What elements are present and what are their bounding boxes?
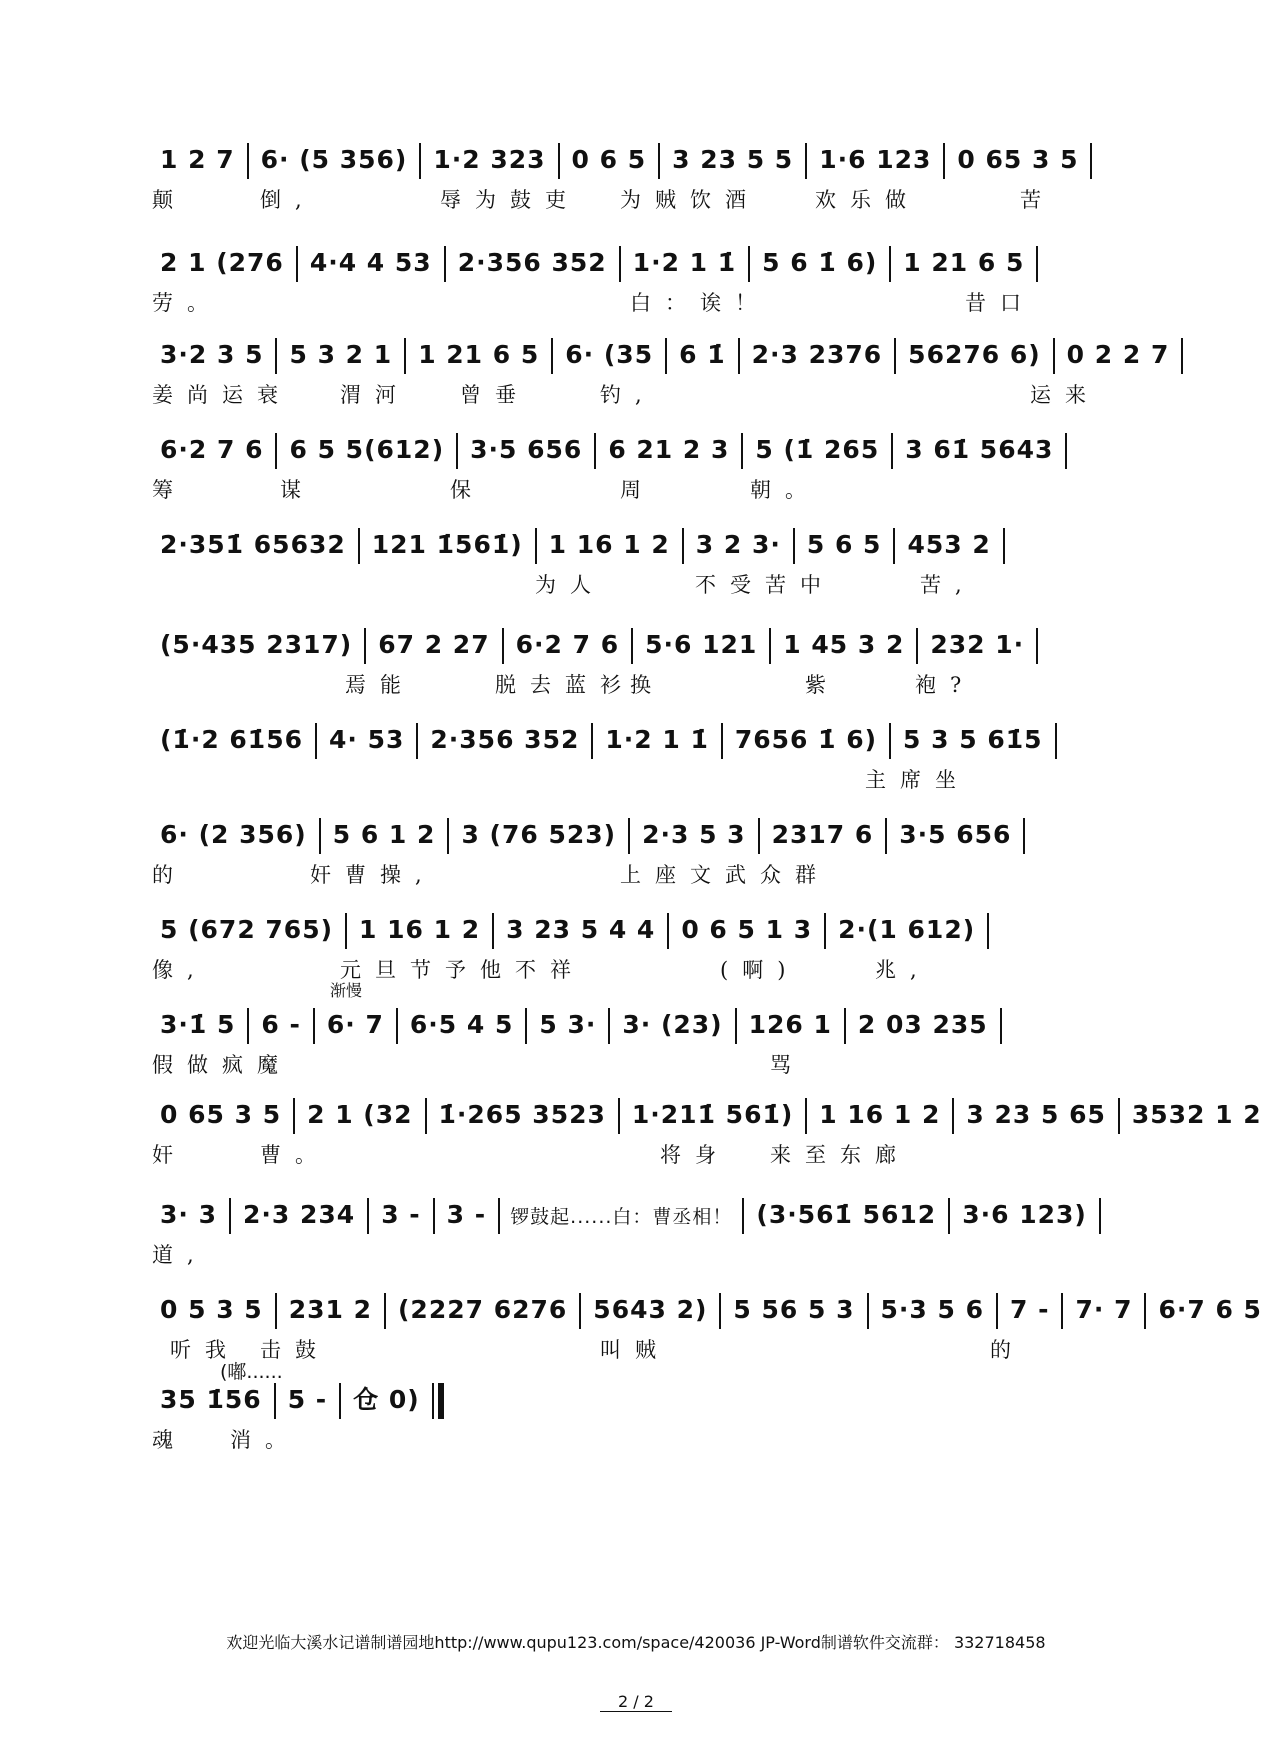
lyric-text: 的: [152, 863, 187, 887]
measure: 5·6 121: [645, 630, 758, 659]
lyric-text: 为贼饮酒: [620, 188, 760, 212]
notation-line: [150, 810, 1135, 860]
measure: 3 23 5 65: [966, 1100, 1106, 1129]
lyric-text: 运来: [1030, 383, 1100, 407]
barline: [631, 628, 633, 664]
barline: [425, 1098, 427, 1134]
measure: 6·7 6 5: [1158, 1295, 1262, 1324]
lyric-text: 钓,: [600, 383, 656, 407]
footer-text: 欢迎光临大溪水记谱制谱园地http://www.qupu123.com/space/420036 JP-Word制谱软件交流群： 332718458: [226, 1633, 1046, 1652]
barline: [619, 246, 621, 282]
measure: 3·2 3 5: [160, 340, 264, 369]
measure: 0 5 3 5: [160, 1295, 263, 1324]
measure: 6·2 7 6: [515, 630, 620, 659]
annotation-text: (嘟......: [220, 1361, 283, 1383]
barline: [987, 913, 989, 949]
measure: 2317 6: [771, 820, 874, 849]
barline: [741, 433, 743, 469]
barline: [275, 338, 277, 374]
score-system: [150, 238, 1135, 328]
barline: [1055, 723, 1057, 759]
barline: [432, 1383, 434, 1419]
barline: [721, 723, 723, 759]
tempo-marking: 渐慢: [330, 981, 363, 1000]
notation-line: [150, 1190, 1135, 1240]
measure: 7 -: [1009, 1295, 1050, 1324]
barline: [844, 1008, 846, 1044]
measure: 232 1·: [930, 630, 1025, 659]
barline: [682, 528, 684, 564]
lyric-text: 奸曹操,: [310, 863, 436, 887]
lyric-text: 筹: [152, 478, 187, 502]
lyric-text: 道,: [152, 1243, 208, 1267]
barline: [525, 1008, 527, 1044]
measure: 4· 53: [329, 725, 405, 754]
barline: [1061, 1293, 1063, 1329]
measure: 2 03 235: [857, 1010, 988, 1039]
measure: 5 3 2 1: [289, 340, 393, 369]
barline: [667, 913, 669, 949]
score-system: [150, 1190, 1135, 1280]
lyric-text: 保: [450, 478, 485, 502]
lyrics-line: [150, 475, 1135, 515]
barline: [247, 1008, 249, 1044]
measure: 3 61̇ 5643: [905, 435, 1054, 464]
lyric-text: 焉能: [345, 673, 415, 697]
notation-line: [150, 520, 1135, 570]
measure: 453 2: [907, 530, 991, 559]
lyric-text: 换: [630, 673, 665, 697]
notation-line: [150, 1375, 1135, 1425]
barline: [769, 628, 771, 664]
measure: 3 2 3·: [695, 530, 781, 559]
measure: 0 6 5 1 3: [681, 915, 813, 944]
barline: [952, 1098, 954, 1134]
barline: [1065, 433, 1067, 469]
barline: [444, 246, 446, 282]
measure: (5·435 2317): [160, 630, 353, 659]
barline: [396, 1008, 398, 1044]
barline: [594, 433, 596, 469]
barline: [416, 723, 418, 759]
barline: [1003, 528, 1005, 564]
measure: 3·1̇ 5: [160, 1010, 236, 1039]
measure: 6 -: [261, 1010, 301, 1039]
score-system: [150, 620, 1135, 710]
barline: [665, 338, 667, 374]
measure: 2·(1 612): [838, 915, 976, 944]
barline: [535, 528, 537, 564]
lyrics-line: [150, 1050, 1135, 1090]
lyric-text: 消。: [230, 1428, 300, 1452]
measure: 6 1̇: [679, 340, 726, 369]
measure: (1̇·2 61̇56: [160, 725, 303, 754]
measure: 3· 3: [160, 1200, 217, 1229]
lyric-text: 白：诶！: [630, 291, 770, 315]
barline: [339, 1383, 341, 1419]
lyric-text: 魂: [152, 1428, 187, 1452]
barline: [319, 818, 321, 854]
measure: 1·2 1 1̇: [605, 725, 709, 754]
barline: [313, 1008, 315, 1044]
measure: 3·6 123): [962, 1200, 1087, 1229]
barline: [315, 723, 317, 759]
measure: 67 2 27: [378, 630, 490, 659]
measure: 6·5 4 5: [409, 1010, 514, 1039]
barline: [805, 143, 807, 179]
lyric-text: 奸: [152, 1143, 187, 1167]
barline: [1023, 818, 1025, 854]
barline: [1000, 1008, 1002, 1044]
measure: 3532 1 2: [1131, 1100, 1262, 1129]
barline: [996, 1293, 998, 1329]
final-barline: [438, 1383, 444, 1419]
measure: 1·6 123: [819, 145, 932, 174]
lyric-text: 曾垂: [460, 383, 530, 407]
measure: 1 16 1 2: [359, 915, 481, 944]
measure: 2·3 2376: [751, 340, 883, 369]
measure: 1·211̇ 561̇): [631, 1100, 794, 1129]
barline: [293, 1098, 295, 1134]
barline: [419, 143, 421, 179]
lyric-text: 假做疯魔: [152, 1053, 292, 1077]
barline: [658, 143, 660, 179]
barline: [1181, 338, 1183, 374]
page-number: 2 / 2: [0, 1692, 1272, 1711]
barline: [591, 723, 593, 759]
lyric-text: 袍?: [915, 673, 976, 697]
measure: 5 6 5: [806, 530, 882, 559]
measure: 3 -: [446, 1200, 487, 1229]
barline: [579, 1293, 581, 1329]
measure: 1 21 6 5: [903, 248, 1025, 277]
score-system: [150, 1090, 1262, 1180]
lyric-text: 劳。: [152, 291, 222, 315]
lyric-text: 元旦节予他不祥: [340, 958, 585, 982]
barline: [364, 628, 366, 664]
measure: 3 -: [381, 1200, 421, 1229]
barline: [358, 528, 360, 564]
measure: 1 21 6 5: [418, 340, 540, 369]
measure: 1 16 1 2: [548, 530, 670, 559]
measure: 3 23 5 5: [672, 145, 794, 174]
lyrics-line: [150, 670, 1135, 710]
barline: [889, 723, 891, 759]
lyric-text: 听我: [170, 1338, 240, 1362]
barline: [558, 143, 560, 179]
barline: [894, 338, 896, 374]
barline: [367, 1198, 369, 1234]
barline: [1099, 1198, 1101, 1234]
measure: 2·351̇ 65632: [160, 530, 346, 559]
measure: 2·356 352: [457, 248, 607, 277]
lyric-text: 脱去蓝衫: [495, 673, 635, 697]
score-system: [150, 905, 1135, 995]
score-system: [150, 135, 1135, 225]
barline: [502, 628, 504, 664]
measure: 3·5 656: [899, 820, 1012, 849]
barline: [229, 1198, 231, 1234]
notation-line: [150, 330, 1170, 380]
lyrics-line: [150, 1240, 1135, 1280]
measure: 6· (5 356): [260, 145, 408, 174]
measure: 0 2 2 7: [1066, 340, 1170, 369]
lyric-text: 骂: [770, 1053, 805, 1077]
barline: [867, 1293, 869, 1329]
lyric-text: 渭河: [340, 383, 410, 407]
measure: 126 1: [748, 1010, 832, 1039]
score-system: [150, 1361, 1135, 1465]
measure: 5 6 1 2: [332, 820, 436, 849]
lyric-text: 苦: [1020, 188, 1055, 212]
measure: 1̇·265 3523: [438, 1100, 606, 1129]
measure: (3·561̇ 5612: [756, 1200, 937, 1229]
measure: 5 (672 765): [160, 915, 334, 944]
lyric-text: 为人: [535, 573, 605, 597]
measure: 1 16 1 2: [819, 1100, 941, 1129]
barline: [456, 433, 458, 469]
barline: [748, 246, 750, 282]
measure: 5 6 1̇ 6): [762, 248, 878, 277]
lyric-text: (啊): [720, 958, 800, 982]
lyrics-line: [150, 1140, 1135, 1180]
measure: 6 5 5(612): [289, 435, 445, 464]
notation-line: [150, 715, 1135, 765]
lyric-text: 将身: [660, 1143, 730, 1167]
lyrics-line: [150, 570, 1135, 610]
barline: [719, 1293, 721, 1329]
lyrics-line: [150, 955, 1135, 995]
measure: 4·4 4 53: [309, 248, 432, 277]
barline: [275, 1293, 277, 1329]
barline: [943, 143, 945, 179]
score-system: [150, 1285, 1262, 1375]
barline: [738, 338, 740, 374]
lyric-text: 谋: [280, 478, 315, 502]
barline: [948, 1198, 950, 1234]
measure: 6 21 2 3: [608, 435, 730, 464]
barline: [384, 1293, 386, 1329]
measure: 0 65 3 5: [160, 1100, 282, 1129]
notation-line: [150, 620, 1135, 670]
measure: 5 (1̇ 265: [755, 435, 880, 464]
notation-line: [150, 1000, 1135, 1050]
score-system: [150, 520, 1135, 610]
lyrics-line: [150, 288, 1135, 328]
measure: 5·3 5 6: [880, 1295, 984, 1324]
measure: 1·2 1 1̇: [632, 248, 737, 277]
barline: [891, 433, 893, 469]
lyric-text: 紫: [805, 673, 840, 697]
lyrics-line: [150, 1335, 1135, 1375]
measure: 121 1̇561̇): [371, 530, 523, 559]
barline: [889, 246, 891, 282]
measure: 5 3 5 61̇5: [903, 725, 1043, 754]
lyric-text: 周: [620, 478, 655, 502]
lyric-text: 颠: [152, 188, 187, 212]
lyric-text: 辱为鼓吏: [440, 188, 580, 212]
lyric-text: 叫贼: [600, 1338, 670, 1362]
measure: 7· 7: [1075, 1295, 1133, 1324]
notation-line: [150, 1285, 1262, 1335]
measure: 6· (35: [565, 340, 654, 369]
lyric-text: 上座文武众群: [620, 863, 830, 887]
lyric-text: 昔口: [965, 291, 1035, 315]
lyric-text: 倒,: [260, 188, 316, 212]
barline: [274, 1383, 276, 1419]
score-system: [150, 981, 1135, 1090]
measure: 7656 1̇ 6): [734, 725, 878, 754]
barline: [608, 1008, 610, 1044]
measure: 5643 2): [593, 1295, 708, 1324]
measure: 35 1̇56: [160, 1385, 262, 1414]
barline: [447, 818, 449, 854]
measure: 0 65 3 5: [957, 145, 1079, 174]
barline: [1036, 246, 1038, 282]
barline: [1036, 628, 1038, 664]
measure: 5 56 5 3: [733, 1295, 855, 1324]
barline: [618, 1098, 620, 1134]
barline: [758, 818, 760, 854]
measure: 231 2: [288, 1295, 372, 1324]
lyric-text: 欢乐做: [815, 188, 920, 212]
barline: [498, 1198, 500, 1234]
lyrics-line: [150, 765, 1135, 805]
score-system: [150, 330, 1170, 420]
measure: 56276 6): [908, 340, 1041, 369]
barline: [433, 1198, 435, 1234]
barline: [551, 338, 553, 374]
measure: 2·3 234: [243, 1200, 356, 1229]
measure: 1·2 323: [433, 145, 546, 174]
lyric-text: 姜尚运衰: [152, 383, 292, 407]
lyrics-line: [150, 185, 1135, 225]
barline: [628, 818, 630, 854]
lyric-text: 主席坐: [865, 768, 970, 792]
barline: [885, 818, 887, 854]
measure: 6· (2 356): [160, 820, 307, 849]
barline: [793, 528, 795, 564]
barline: [1144, 1293, 1146, 1329]
score-system: [150, 425, 1135, 515]
lyric-text: 的: [990, 1338, 1025, 1362]
barline: [916, 628, 918, 664]
lyric-text: 像,: [152, 958, 208, 982]
score-system: [150, 810, 1135, 900]
barline: [742, 1198, 744, 1234]
measure: 1 45 3 2: [783, 630, 905, 659]
measure: 仓 0): [353, 1385, 420, 1414]
measure: (2227 6276: [398, 1295, 568, 1324]
lyrics-line: [150, 1425, 1135, 1465]
measure: 3·5 656: [470, 435, 583, 464]
barline: [1090, 143, 1092, 179]
measure: 2 1 (276: [160, 248, 284, 277]
notation-line: [150, 425, 1135, 475]
barline: [1053, 338, 1055, 374]
barline: [735, 1008, 737, 1044]
notation-line: [150, 905, 1135, 955]
lyric-text: 不受苦中: [695, 573, 835, 597]
barline: [345, 913, 347, 949]
measure: 5 3·: [539, 1010, 597, 1039]
measure: 6· 7: [326, 1010, 384, 1039]
measure: 2·356 352: [430, 725, 580, 754]
lyric-text: 曹。: [260, 1143, 330, 1167]
lyric-text: 来至东廊: [770, 1143, 910, 1167]
measure: 3· (23): [622, 1010, 723, 1039]
barline: [492, 913, 494, 949]
barline: [404, 338, 406, 374]
measure: 3 (76 523): [461, 820, 617, 849]
measure: 2 1 (32: [307, 1100, 413, 1129]
measure: 3 23 5 4 4: [506, 915, 656, 944]
barline: [247, 143, 249, 179]
barline: [805, 1098, 807, 1134]
lyric-text: 苦,: [920, 573, 976, 597]
measure: 2·3 5 3: [642, 820, 746, 849]
notation-line: [150, 238, 1135, 288]
lyric-text: 击鼓: [260, 1338, 330, 1362]
barline: [275, 433, 277, 469]
notation-line: [150, 135, 1135, 185]
measure: 1 2 7: [160, 145, 235, 174]
score-system: [150, 715, 1135, 805]
lyric-text: 兆,: [875, 958, 931, 982]
lyrics-line: [150, 860, 1135, 900]
measure: 0 6 5: [571, 145, 647, 174]
barline: [296, 246, 298, 282]
measure: 6·2 7 6: [160, 435, 264, 464]
barline: [1118, 1098, 1120, 1134]
annotation-text: 锣鼓起......白：曹丞相！: [510, 1206, 733, 1228]
lyric-text: 朝。: [750, 478, 820, 502]
notation-line: [150, 1090, 1262, 1140]
measure: 5 -: [287, 1385, 328, 1414]
barline: [893, 528, 895, 564]
lyrics-line: [150, 380, 1135, 420]
barline: [824, 913, 826, 949]
